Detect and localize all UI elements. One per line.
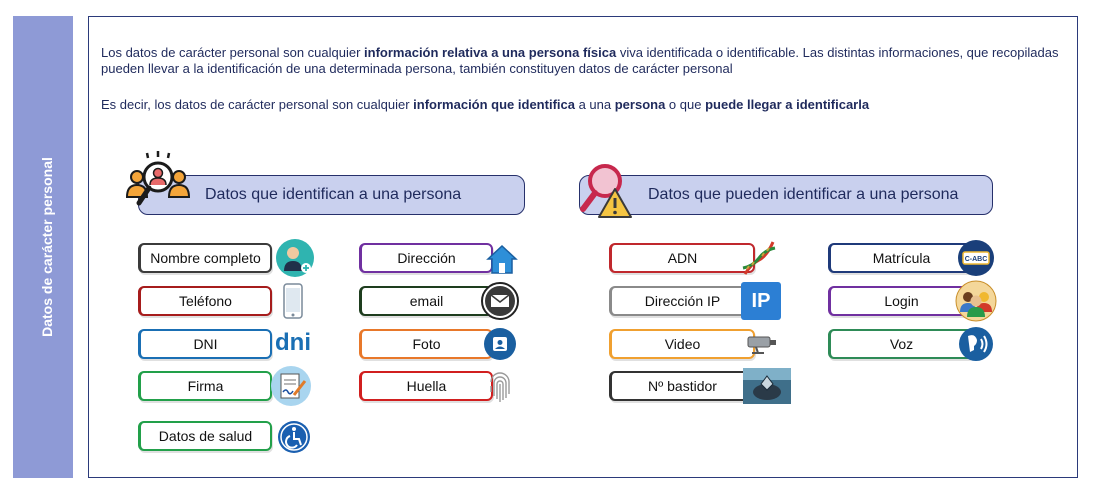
voice-icon [958,326,994,362]
house-icon [484,242,520,276]
intro-paragraph-1: Los datos de carácter personal son cualquier información relativa a una persona física viva identificada o identificable. Las distintas informaciones, que recopiladas pueden llevar a la identificación de una determinada persona, también constituyen datos de carácter personal [101,45,1059,76]
item-matricula: Matrícula [828,243,974,273]
intro-paragraph-2: Es decir, los datos de carácter personal son cualquier información que identifica a una persona o que puede llegar a identificarla [101,97,870,112]
people-magnifier-icon [123,147,193,217]
item-nombre-completo: Nombre completo [138,243,272,273]
item-email: email [359,286,493,316]
phone-icon [282,283,304,319]
item-telefono: Teléfono [138,286,272,316]
item-foto: Foto [359,329,493,359]
warning-magnifier-icon [575,159,645,229]
svg-text:C-ABC: C-ABC [964,256,988,263]
item-direccion: Dirección [359,243,493,273]
dni-icon: dni [275,329,311,356]
item-datos-de-salud: Datos de salud [138,421,272,451]
dna-icon [737,236,779,278]
camera-icon [744,333,780,355]
person-icon [275,238,315,278]
content-panel [88,16,1078,478]
item-voz: Voz [828,329,974,359]
signature-icon [270,365,312,407]
wheelchair-icon [277,420,311,454]
item-login: Login [828,286,974,316]
section-header-may-identify: Datos que pueden identificar a una persona [579,175,993,215]
item-n-bastidor: Nº bastidor [609,371,755,401]
item-video: Video [609,329,755,359]
section-header-identify: Datos que identifican a una persona [138,175,525,215]
item-huella: Huella [359,371,493,401]
license-plate-icon [957,239,995,277]
item-direccion-ip: Dirección IP [609,286,755,316]
sidebar-title: Datos de carácter personal [39,157,55,337]
users-icon [955,280,997,322]
item-firma: Firma [138,371,272,401]
envelope-icon [481,282,519,320]
item-dni: DNI [138,329,272,359]
item-adn: ADN [609,243,755,273]
fingerprint-icon [487,370,513,404]
ip-icon: IP [741,282,781,320]
photo-icon [483,327,517,361]
chassis-icon [743,368,791,404]
